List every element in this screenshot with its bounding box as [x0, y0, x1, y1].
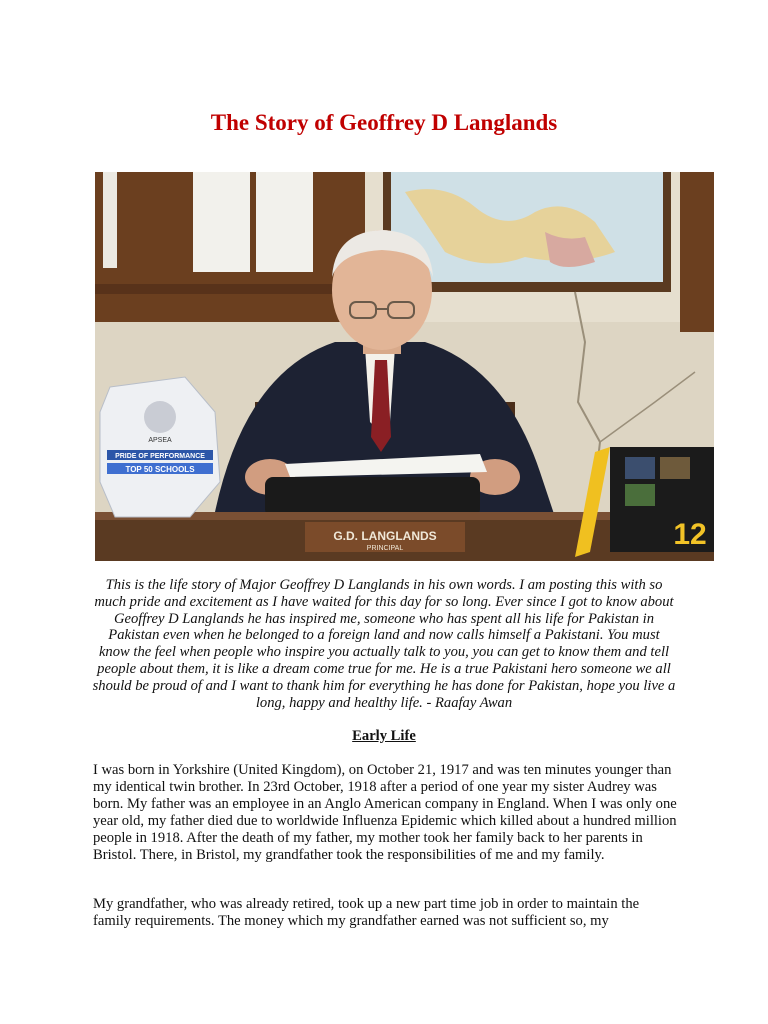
intro-paragraph: This is the life story of Major Geoffrey D Langlands in his own words. I am posting this with so much pride and excitement as I have waited for this day for so long. Ever since I got to know about Geoffrey D Langlands he has inspired me, someone who has spent all his life for Pakistan in Pakistan even when he belonged to a foreign land and now calls himself a Pakistani. You must know the feel when people who inspire you actually talk to you, you can get to know them and tell people about them, it is like a dream come true for me. He is a true Pakistani hero someone we all should be proud of and I want to thank him for everything he has done for Pakistan, hope you live a long, happy and healthy life. - Raafay Awan: [92, 577, 676, 711]
nameplate-title: PRINCIPAL: [366, 545, 404, 552]
body-paragraph: My grandfather, who was already retired, took up a new part time job in order to maintain the family requirements. The money which my grandfather earned was not sufficient so, my: [93, 896, 640, 929]
award-org: APSEA: [148, 437, 172, 444]
document-title: The Story of Geoffrey D Langlands: [210, 110, 558, 135]
portrait-illustration: [95, 172, 714, 561]
nameplate-name: G.D. LANGLANDS: [333, 529, 437, 543]
portrait-photo: [95, 172, 714, 561]
award-line-2: TOP 50 SCHOOLS: [125, 465, 195, 474]
section-heading: Early Life: [352, 728, 416, 744]
award-line-1: PRIDE OF PERFORMANCE: [115, 453, 205, 460]
calendar-number: 12: [673, 518, 707, 551]
body-paragraph: I was born in Yorkshire (United Kingdom), on October 21, 1917 and was ten minutes younger than my identical twin brother. In 23rd October, 1918 after a period of one year my sister Audrey was born. My father was an employee in an Anglo American company in England. When I was only one year old, my father died due to worldwide Influenza Epidemic which killed about a hundred million people in 1918. After the death of my father, my mother took her family back to her parents in Bristol. There, in Bristol, my grandfather took the responsibilities of me and my family.: [93, 762, 677, 863]
